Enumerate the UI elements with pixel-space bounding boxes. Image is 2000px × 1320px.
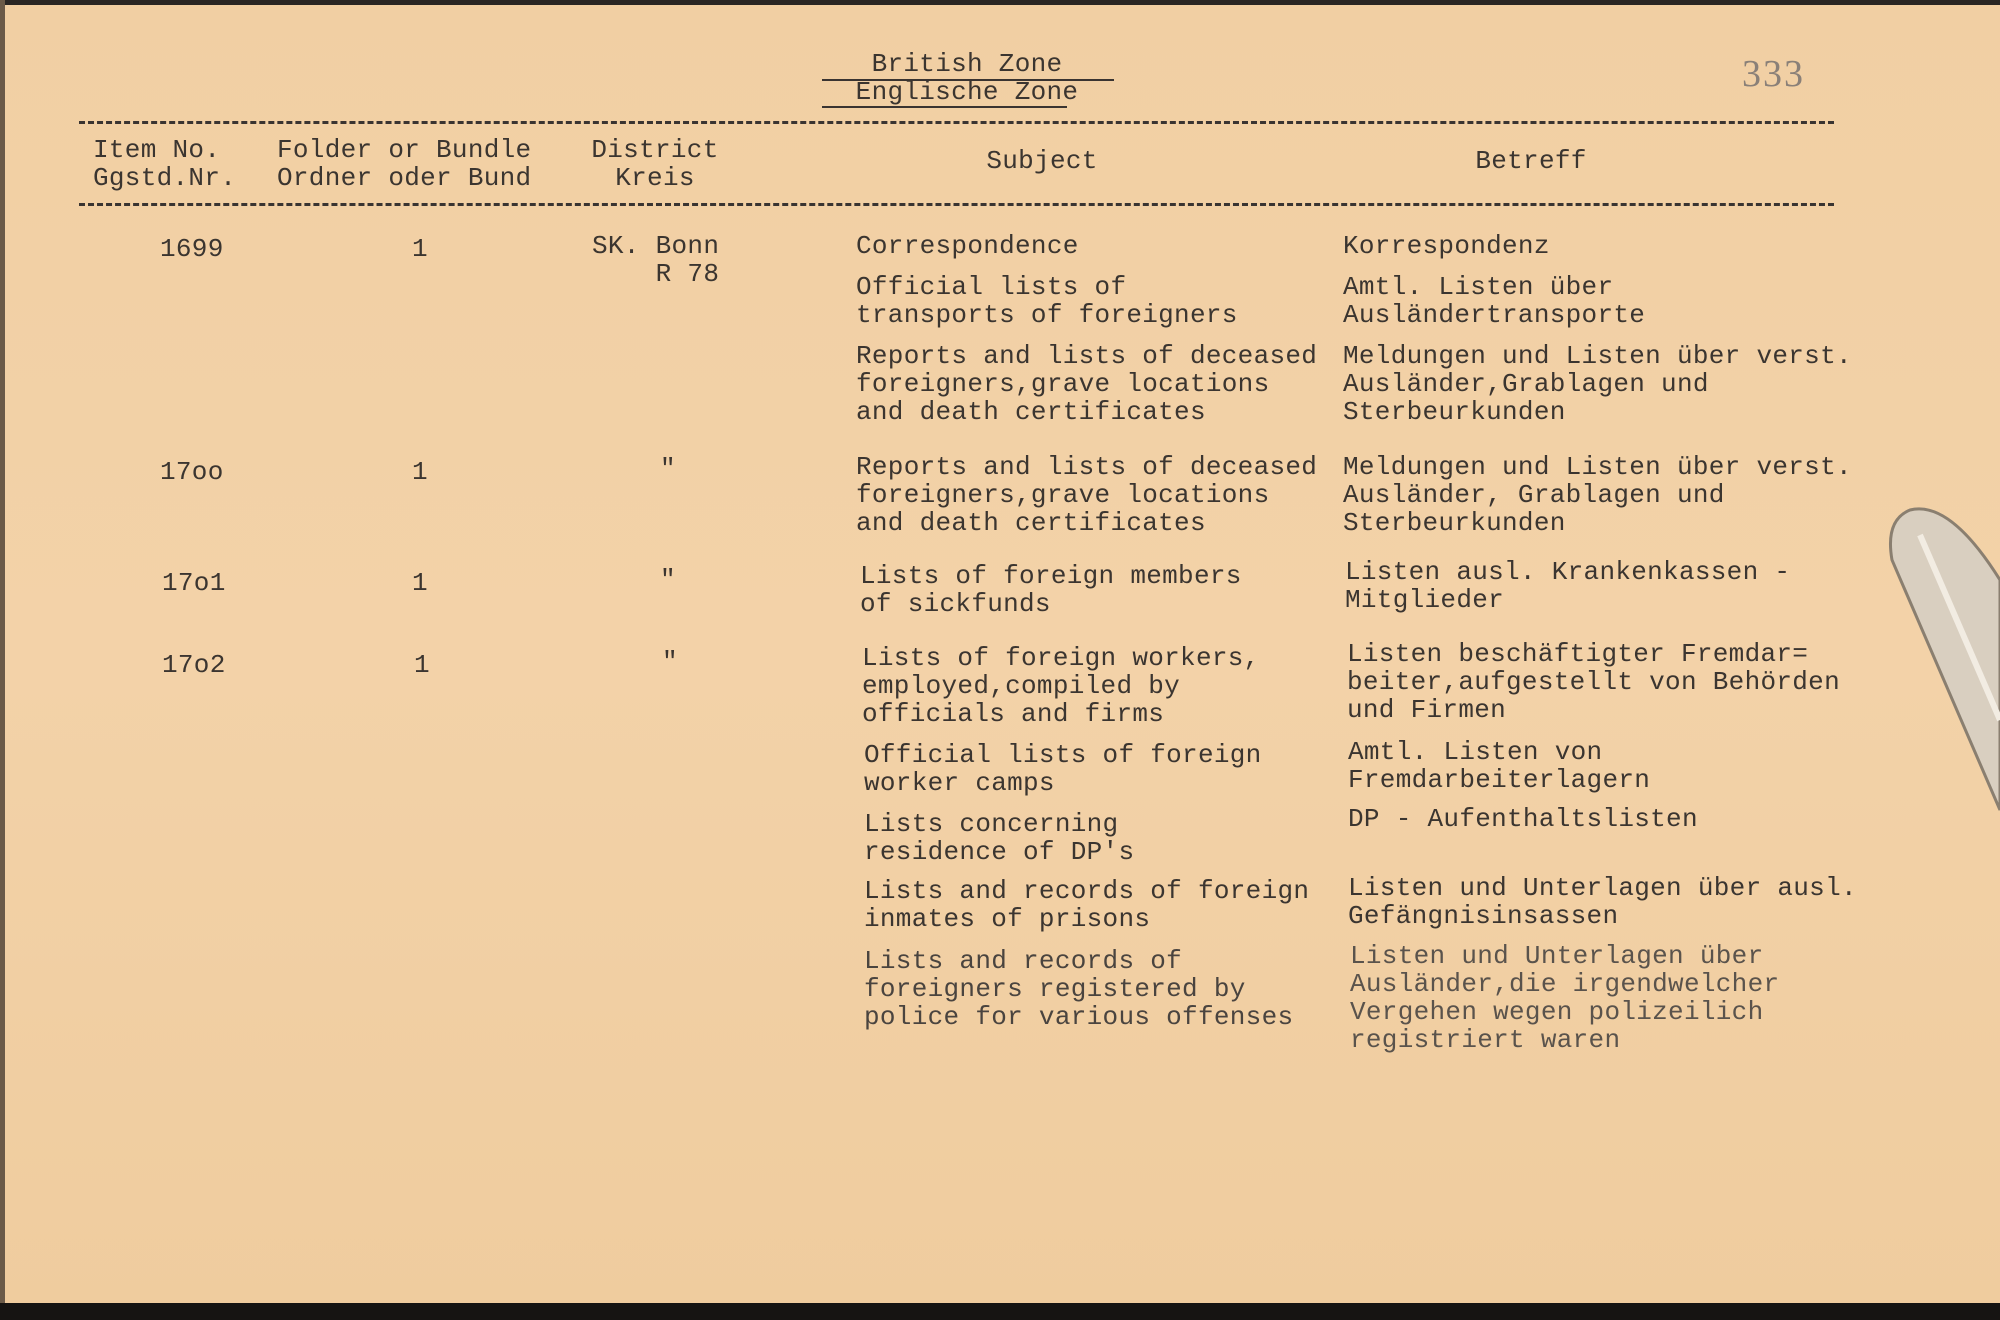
folder-number: 1 bbox=[412, 457, 428, 487]
subject: Lists and records of foreign inmates of prisons bbox=[864, 876, 1310, 934]
subject: Lists of foreign members of sickfunds bbox=[860, 561, 1242, 619]
betreff: Amtl. Listen über Ausländertransporte bbox=[1343, 272, 1646, 330]
district: SK. Bonn R 78 bbox=[592, 231, 720, 289]
zone-title-de: Englische Zone bbox=[855, 77, 1079, 107]
scan-edge-bottom bbox=[0, 1303, 2000, 1320]
col-header-item: Item No. Ggstd.Nr. bbox=[93, 135, 237, 193]
subject: Lists of foreign workers, employed,compiled by officials and firms bbox=[862, 643, 1260, 729]
item-number: 17oo bbox=[160, 457, 224, 487]
betreff: Listen beschäftigter Fremdar= beiter,aufgestellt von Behörden und Firmen bbox=[1347, 639, 1840, 725]
col-header-folder: Folder or Bundle Ordner oder Bund bbox=[277, 135, 532, 193]
subject: Official lists of transports of foreigners bbox=[856, 272, 1238, 330]
scan-edge-top bbox=[0, 0, 2000, 5]
betreff: Meldungen und Listen über verst. Ausländer, Grablagen und Sterbeurkunden bbox=[1343, 452, 1852, 538]
header-rule-top bbox=[79, 121, 1834, 124]
title-underline bbox=[822, 106, 1067, 108]
folder-number: 1 bbox=[412, 568, 428, 598]
subject: Reports and lists of deceased foreigners,grave locations and death certificates bbox=[856, 341, 1318, 427]
betreff: Listen und Unterlagen über ausl. Gefängnisinsassen bbox=[1348, 873, 1857, 931]
subject: Lists concerning residence of DP's bbox=[864, 809, 1135, 867]
folder-number: 1 bbox=[412, 234, 428, 264]
scan-edge-left bbox=[0, 0, 5, 1320]
betreff: Korrespondenz bbox=[1343, 231, 1550, 261]
col-header-subject: Subject bbox=[986, 146, 1098, 176]
tweezers-icon bbox=[1880, 490, 2000, 820]
col-header-betreff: Betreff bbox=[1475, 146, 1587, 176]
district-ditto: " bbox=[660, 454, 676, 484]
subject: Lists and records of foreigners registered by police for various offenses bbox=[864, 946, 1294, 1032]
item-number: 17o2 bbox=[162, 650, 226, 680]
folder-number: 1 bbox=[414, 650, 430, 680]
betreff: Meldungen und Listen über verst. Ausländer,Grablagen und Sterbeurkunden bbox=[1343, 341, 1852, 427]
district-ditto: " bbox=[662, 647, 678, 677]
betreff: Amtl. Listen von Fremdarbeiterlagern bbox=[1348, 737, 1651, 795]
subject: Official lists of foreign worker camps bbox=[864, 740, 1262, 798]
subject: Reports and lists of deceased foreigners,grave locations and death certificates bbox=[856, 452, 1318, 538]
betreff: DP - Aufenthaltslisten bbox=[1348, 804, 1698, 834]
page-number: 333 bbox=[1742, 53, 1805, 95]
col-header-district: District Kreis bbox=[591, 135, 719, 193]
betreff: Listen ausl. Krankenkassen - Mitglieder bbox=[1345, 557, 1791, 615]
header-rule-bottom bbox=[79, 203, 1834, 206]
zone-title-en: British Zone bbox=[871, 49, 1063, 79]
item-number: 17o1 bbox=[162, 568, 226, 598]
subject: Correspondence bbox=[856, 231, 1079, 261]
district-ditto: " bbox=[660, 565, 676, 595]
betreff: Listen und Unterlagen über Ausländer,die irgendwelcher Vergehen wegen polizeilich registriert waren bbox=[1350, 941, 1780, 1055]
item-number: 1699 bbox=[160, 234, 224, 264]
